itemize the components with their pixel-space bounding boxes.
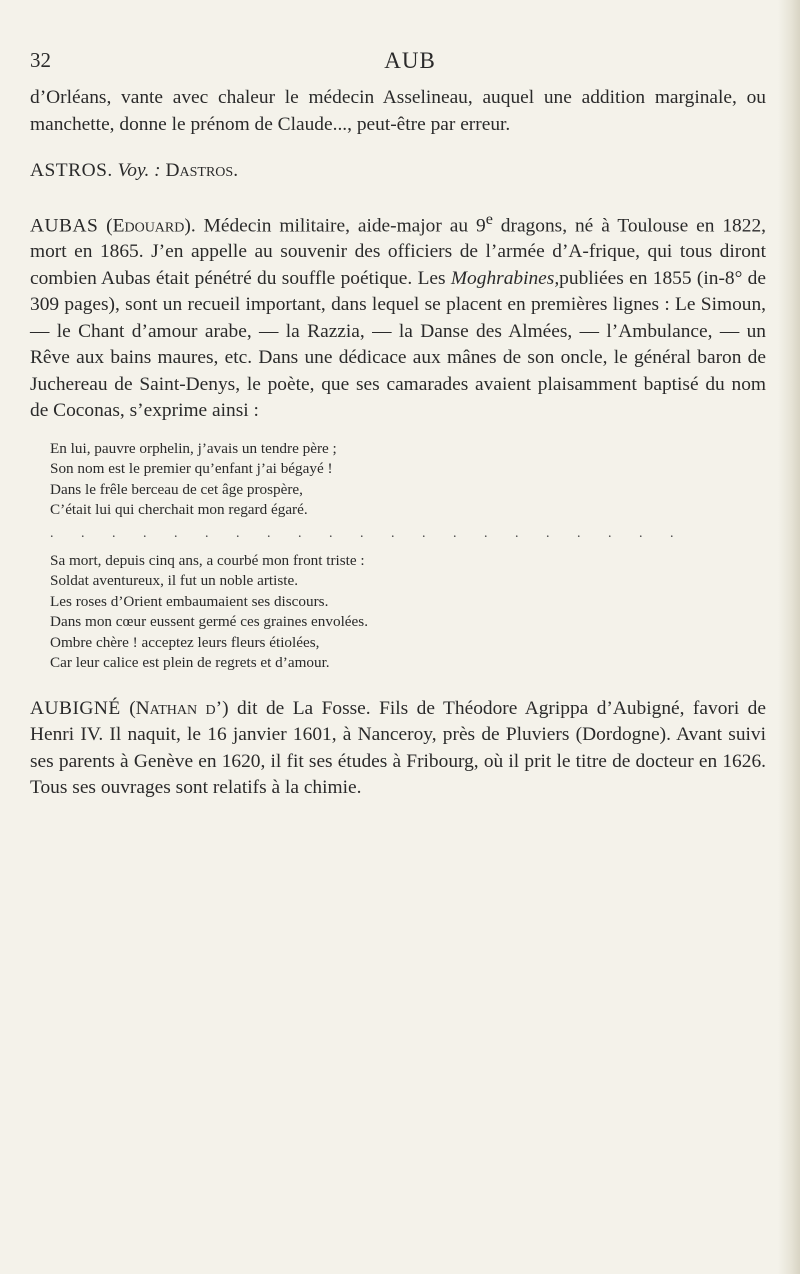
poem-line: C’était lui qui cherchait mon regard égaré. xyxy=(50,501,308,519)
poem-line: Car leur calice est plein de regrets et d’amour. xyxy=(50,654,330,672)
poem-quotation xyxy=(50,439,766,674)
entry-headword: ASTROS. xyxy=(30,160,113,181)
entry-text: Médecin militaire, aide-major au 9 xyxy=(203,214,486,236)
entry-forename: (Edouard). xyxy=(106,214,196,236)
entry-headword: AUBIGNÉ xyxy=(30,697,121,719)
entry-text: dragons, né à Toulouse en 1822, mort en 1865. J’en appelle au souvenir des officiers de l’armée d’A-frique, qui tous diront combien Aubas était pénétré du souffle poétique. Les xyxy=(30,214,766,289)
see-reference: Voy. : xyxy=(117,160,161,181)
running-head-word: AUB xyxy=(384,48,436,73)
page-edge-shadow xyxy=(778,0,800,1274)
page-number: 32 xyxy=(30,48,51,72)
poem-line: En lui, pauvre orphelin, j’avais un tendre père ; xyxy=(50,439,337,457)
entry-aubas xyxy=(30,207,766,425)
poem-line: Dans le frêle berceau de cet âge prospère, xyxy=(50,480,303,498)
entry-headword: AUBAS xyxy=(30,214,99,236)
running-head xyxy=(30,48,790,78)
poem-line: Soldat aventureux, il fut un noble artiste. xyxy=(50,572,299,590)
poem-line: Ombre chère ! acceptez leurs fleurs étiolées, xyxy=(50,633,320,651)
entry-text: dit de La Fosse. Fils de Théodore Agrippa d’Aubigné, favori de Henri IV. Il naquit, le 16 janvier 1601, à Nanceroy, près de Pluviers (Dordogne). Avant suivi ses parents à Genève en 1620, il fit ses études à Fribourg, où il prit le titre de docteur en 1626. Tous ses ouvrages sont relatifs à la chimie. xyxy=(30,697,766,799)
continued-paragraph: d’Orléans, vante avec chaleur le médecin Asselineau, auquel une addition marginale, ou manchette, donne le prénom de Claude..., peut-être par erreur. xyxy=(30,87,766,135)
entry-text: publiées en 1855 (in-8° de 309 pages), sont un recueil important, dans lequel se placent en premières lignes : Le Simoun, — le Chant d’amour arabe, — la Razzia, — la Danse des Almées, — l’Ambulance, — un Rêve aux bains maures, etc. Dans une dédicace aux mânes de son oncle, le général baron de Juchereau de Saint-Denys, le poète, que ses camarades avaient plaisamment baptisé du nom de Coconas, s’exprime ainsi : xyxy=(30,267,766,422)
body-text xyxy=(30,85,766,802)
entry-astros xyxy=(30,158,766,185)
entry-forename: (Nathan d’) xyxy=(129,697,229,719)
cross-reference-target: Dastros. xyxy=(165,160,239,181)
ordinal-superscript: e xyxy=(485,210,493,228)
ellipsis-row: . . . . . . . . . . . . . . . . . . . . . xyxy=(50,525,686,541)
entry-aubigne xyxy=(30,696,766,802)
poem-line: Son nom est le premier qu’enfant j’ai bégayé ! xyxy=(50,460,333,478)
poem-line: Les roses d’Orient embaumaient ses discours. xyxy=(50,592,329,610)
work-title: Moghrabines, xyxy=(450,267,560,289)
poem-line: Sa mort, depuis cinq ans, a courbé mon front triste : xyxy=(50,551,365,569)
poem-line: Dans mon cœur eussent germé ces graines envolées. xyxy=(50,613,368,631)
